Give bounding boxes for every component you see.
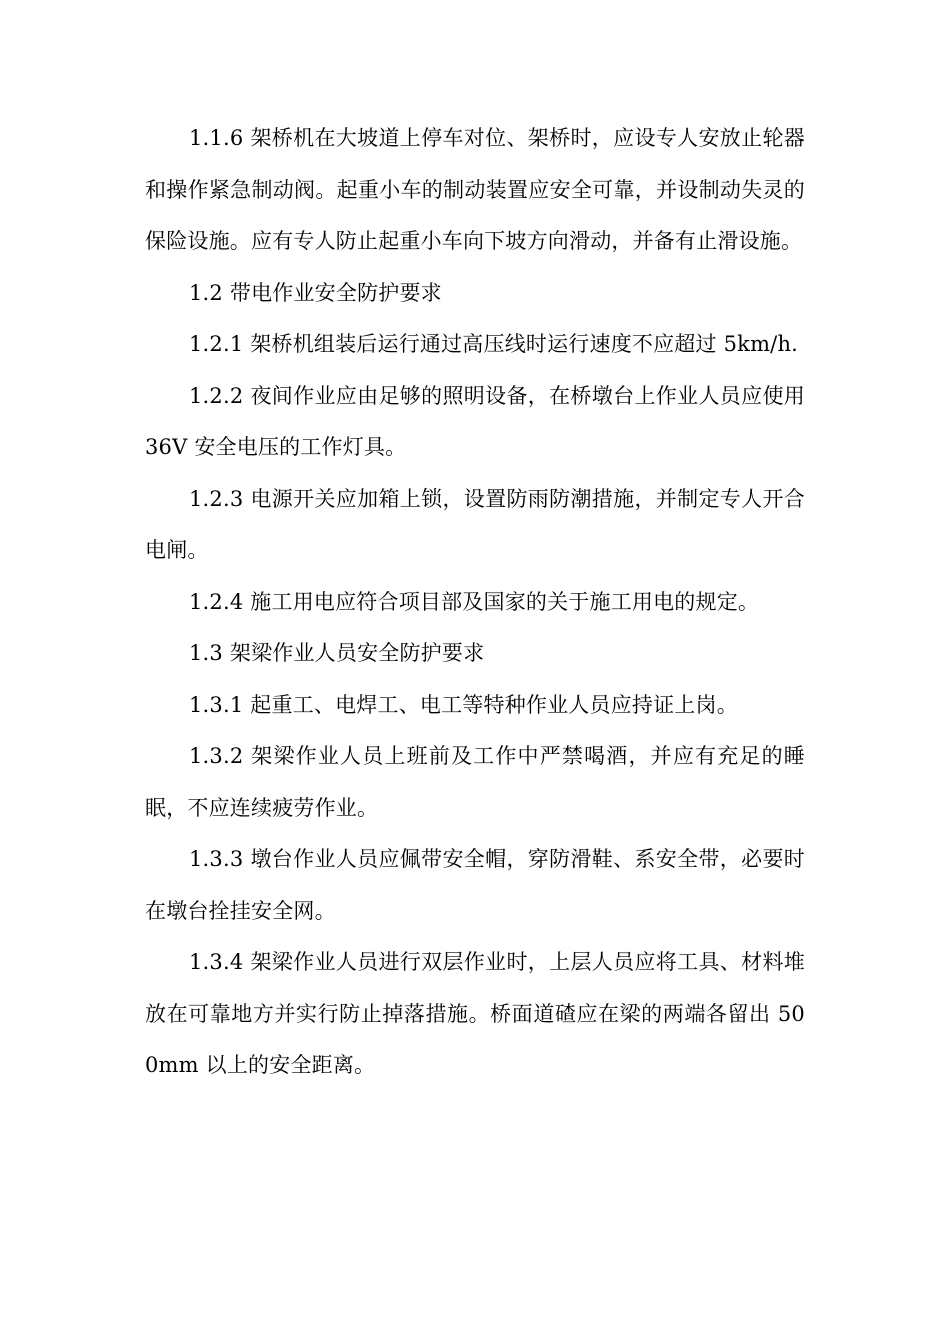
section-heading-1-3: 1.3 架梁作业人员安全防护要求 bbox=[189, 641, 485, 665]
section-heading-1-2: 1.2 带电作业安全防护要求 bbox=[189, 280, 442, 305]
paragraph-1-2-3: 1.2.3 电源开关应加箱上锁，设置防雨防潮措施，并制定专人开合电闸。 bbox=[145, 486, 805, 562]
paragraph-1-3-1: 1.3.1 起重工、电焊工、电工等特种作业人员应持证上岗。 bbox=[189, 692, 738, 717]
paragraph-1-2-1: 1.2.1 架桥机组装后运行通过高压线时运行速度不应超过 5km/h. bbox=[189, 332, 799, 356]
paragraph-1-3-4: 1.3.4 架梁作业人员进行双层作业时，上层人员应将工具、材料堆放在可靠地方并实行防止掉落措施。桥面道碴应在梁的两端各留出 500mm 以上的安全距离。 bbox=[145, 950, 805, 1077]
paragraph-1-2-4: 1.2.4 施工用电应符合项目部及国家的关于施工用电的规定。 bbox=[189, 589, 760, 614]
paragraph-1-1-6: 1.1.6 架桥机在大坡道上停车对位、架桥时，应设专人安放止轮器和操作紧急制动阀。起重小车的制动装置应安全可靠，并设制动失灵的保险设施。应有专人防止起重小车向下坡方向滑动，并备有止滑设施。 bbox=[145, 126, 805, 253]
paragraph-1-2-2: 1.2.2 夜间作业应由足够的照明设备，在桥墩台上作业人员应使用 36V 安全电压的工作灯具。 bbox=[145, 383, 805, 459]
document-page bbox=[145, 113, 805, 1092]
paragraph-1-3-3: 1.3.3 墩台作业人员应佩带安全帽，穿防滑鞋、系安全带，必要时在墩台拴挂安全网。 bbox=[145, 847, 805, 923]
paragraph-1-3-2: 1.3.2 架梁作业人员上班前及工作中严禁喝酒，并应有充足的睡眠，不应连续疲劳作业。 bbox=[145, 744, 805, 820]
